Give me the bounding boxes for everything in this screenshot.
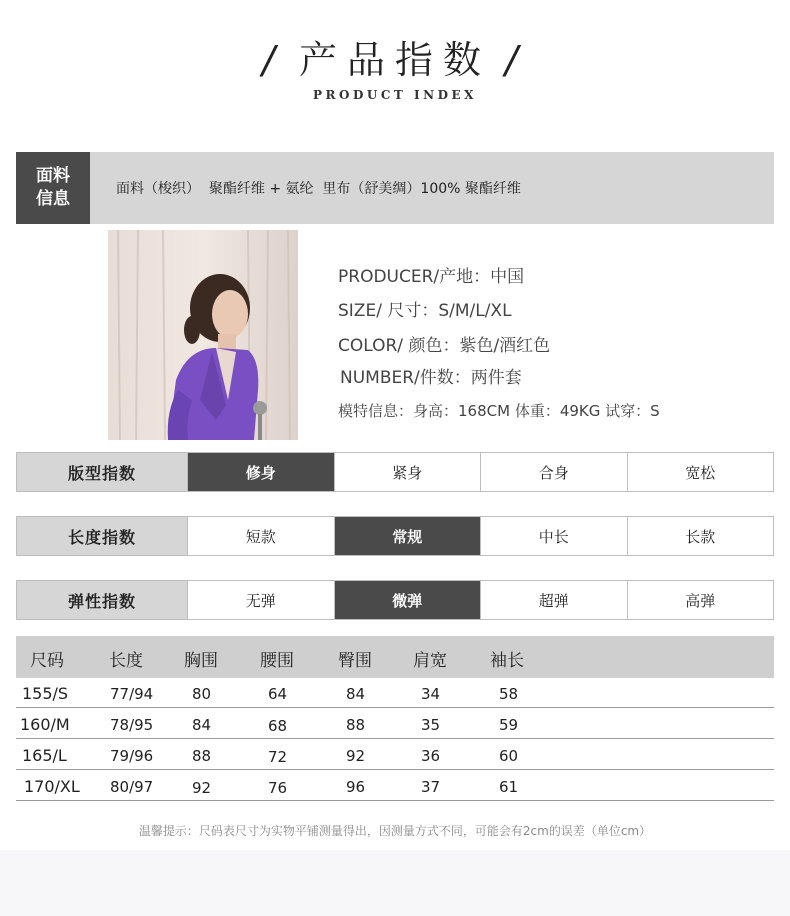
size-row3-length: 79/96: [110, 747, 154, 765]
size-row3-sleeve: 60: [499, 747, 519, 765]
info-size: SIZE/ 尺寸：S/M/L/XL: [338, 301, 512, 321]
size-header-hip: 臀围: [338, 651, 372, 671]
size-row4-sleeve: 61: [499, 778, 519, 796]
fabric-text: 面料（梭织） 聚酯纤维 + 氨纶 里布（舒美绸）100% 聚酯纤维: [116, 181, 521, 197]
size-row3-waist: 72: [268, 748, 288, 766]
size-row2-hip: 88: [346, 716, 366, 734]
size-row1-length: 77/94: [110, 685, 154, 703]
fit-option-loose: 宽松: [627, 453, 774, 491]
size-row-divider: [16, 738, 774, 739]
page-title: [0, 38, 790, 82]
length-option-long: 长款: [627, 517, 774, 555]
info-color: COLOR/ 颜色：紫色/酒红色: [338, 336, 551, 356]
length-index-label: 长度指数: [17, 517, 187, 555]
size-row1-hip: 84: [346, 685, 366, 703]
model-photo-illustration: [108, 230, 298, 440]
size-row2-shoulder: 35: [421, 716, 441, 734]
size-row-divider: [16, 769, 774, 770]
fit-index-label: 版型指数: [17, 453, 187, 491]
length-index-row: [16, 516, 774, 556]
title-slash-left: /: [262, 38, 285, 82]
size-row1-bust: 80: [192, 685, 212, 703]
elastic-option-none: 无弹: [187, 581, 334, 619]
size-row3-bust: 88: [192, 747, 212, 765]
size-note: 温馨提示：尺码表尺寸为实物平铺测量得出，因测量方式不同，可能会有2cm的误差（单位cm）: [138, 824, 652, 838]
size-row4-hip: 96: [346, 778, 366, 796]
size-row1-shoulder: 34: [421, 685, 441, 703]
size-header-waist: 腰围: [260, 651, 294, 671]
info-number: NUMBER/件数：两件套: [340, 368, 522, 388]
elastic-option-super: 超弹: [480, 581, 627, 619]
elastic-option-high: 高弹: [627, 581, 774, 619]
fit-index-row: [16, 452, 774, 492]
bottom-fade: [0, 850, 790, 916]
size-row3-shoulder: 36: [421, 747, 441, 765]
size-row4-size: 170/XL: [24, 777, 80, 796]
size-header-shoulder: 肩宽: [413, 651, 447, 671]
info-producer: PRODUCER/产地：中国: [338, 267, 525, 287]
size-row2-waist: 68: [268, 717, 288, 735]
page-subtitle: PRODUCT INDEX: [313, 88, 477, 102]
size-row1-sleeve: 58: [499, 685, 519, 703]
size-row4-length: 80/97: [110, 778, 154, 796]
size-row1-size: 155/S: [22, 684, 69, 703]
size-row4-shoulder: 37: [421, 778, 441, 796]
size-header-sleeve: 袖长: [490, 651, 524, 671]
length-option-short: 短款: [187, 517, 334, 555]
size-header-length: 长度: [109, 651, 143, 671]
size-row2-size: 160/M: [20, 715, 70, 734]
size-row-divider: [16, 707, 774, 708]
fit-option-slim: 修身: [187, 453, 334, 491]
size-row2-sleeve: 59: [499, 716, 519, 734]
elastic-index-label: 弹性指数: [17, 581, 187, 619]
size-row3-size: 165/L: [22, 746, 67, 765]
size-table-bottom-line: [16, 800, 774, 801]
fit-option-regular: 合身: [480, 453, 627, 491]
elastic-index-row: [16, 580, 774, 620]
size-row3-hip: 92: [346, 747, 366, 765]
info-model: 模特信息：身高：168CM 体重：49KG 试穿：S: [338, 402, 660, 420]
size-row1-waist: 64: [268, 685, 288, 703]
fabric-label-line1: 面料: [36, 166, 70, 186]
fabric-label-line2: 信息: [36, 189, 70, 209]
size-row2-length: 78/95: [110, 716, 154, 734]
size-header-size: 尺码: [30, 651, 64, 671]
size-row4-bust: 92: [192, 779, 212, 797]
size-row2-bust: 84: [192, 716, 212, 734]
length-option-midlong: 中长: [480, 517, 627, 555]
fit-option-tight: 紧身: [334, 453, 481, 491]
size-row4-waist: 76: [268, 779, 288, 797]
elastic-option-slight: 微弹: [334, 581, 481, 619]
product-photo: [108, 230, 298, 440]
fabric-label: [16, 152, 90, 224]
size-header-bust: 胸围: [184, 651, 218, 671]
title-slash-right: /: [505, 38, 528, 82]
length-option-regular: 常规: [334, 517, 481, 555]
title-text: 产品指数: [298, 38, 491, 82]
